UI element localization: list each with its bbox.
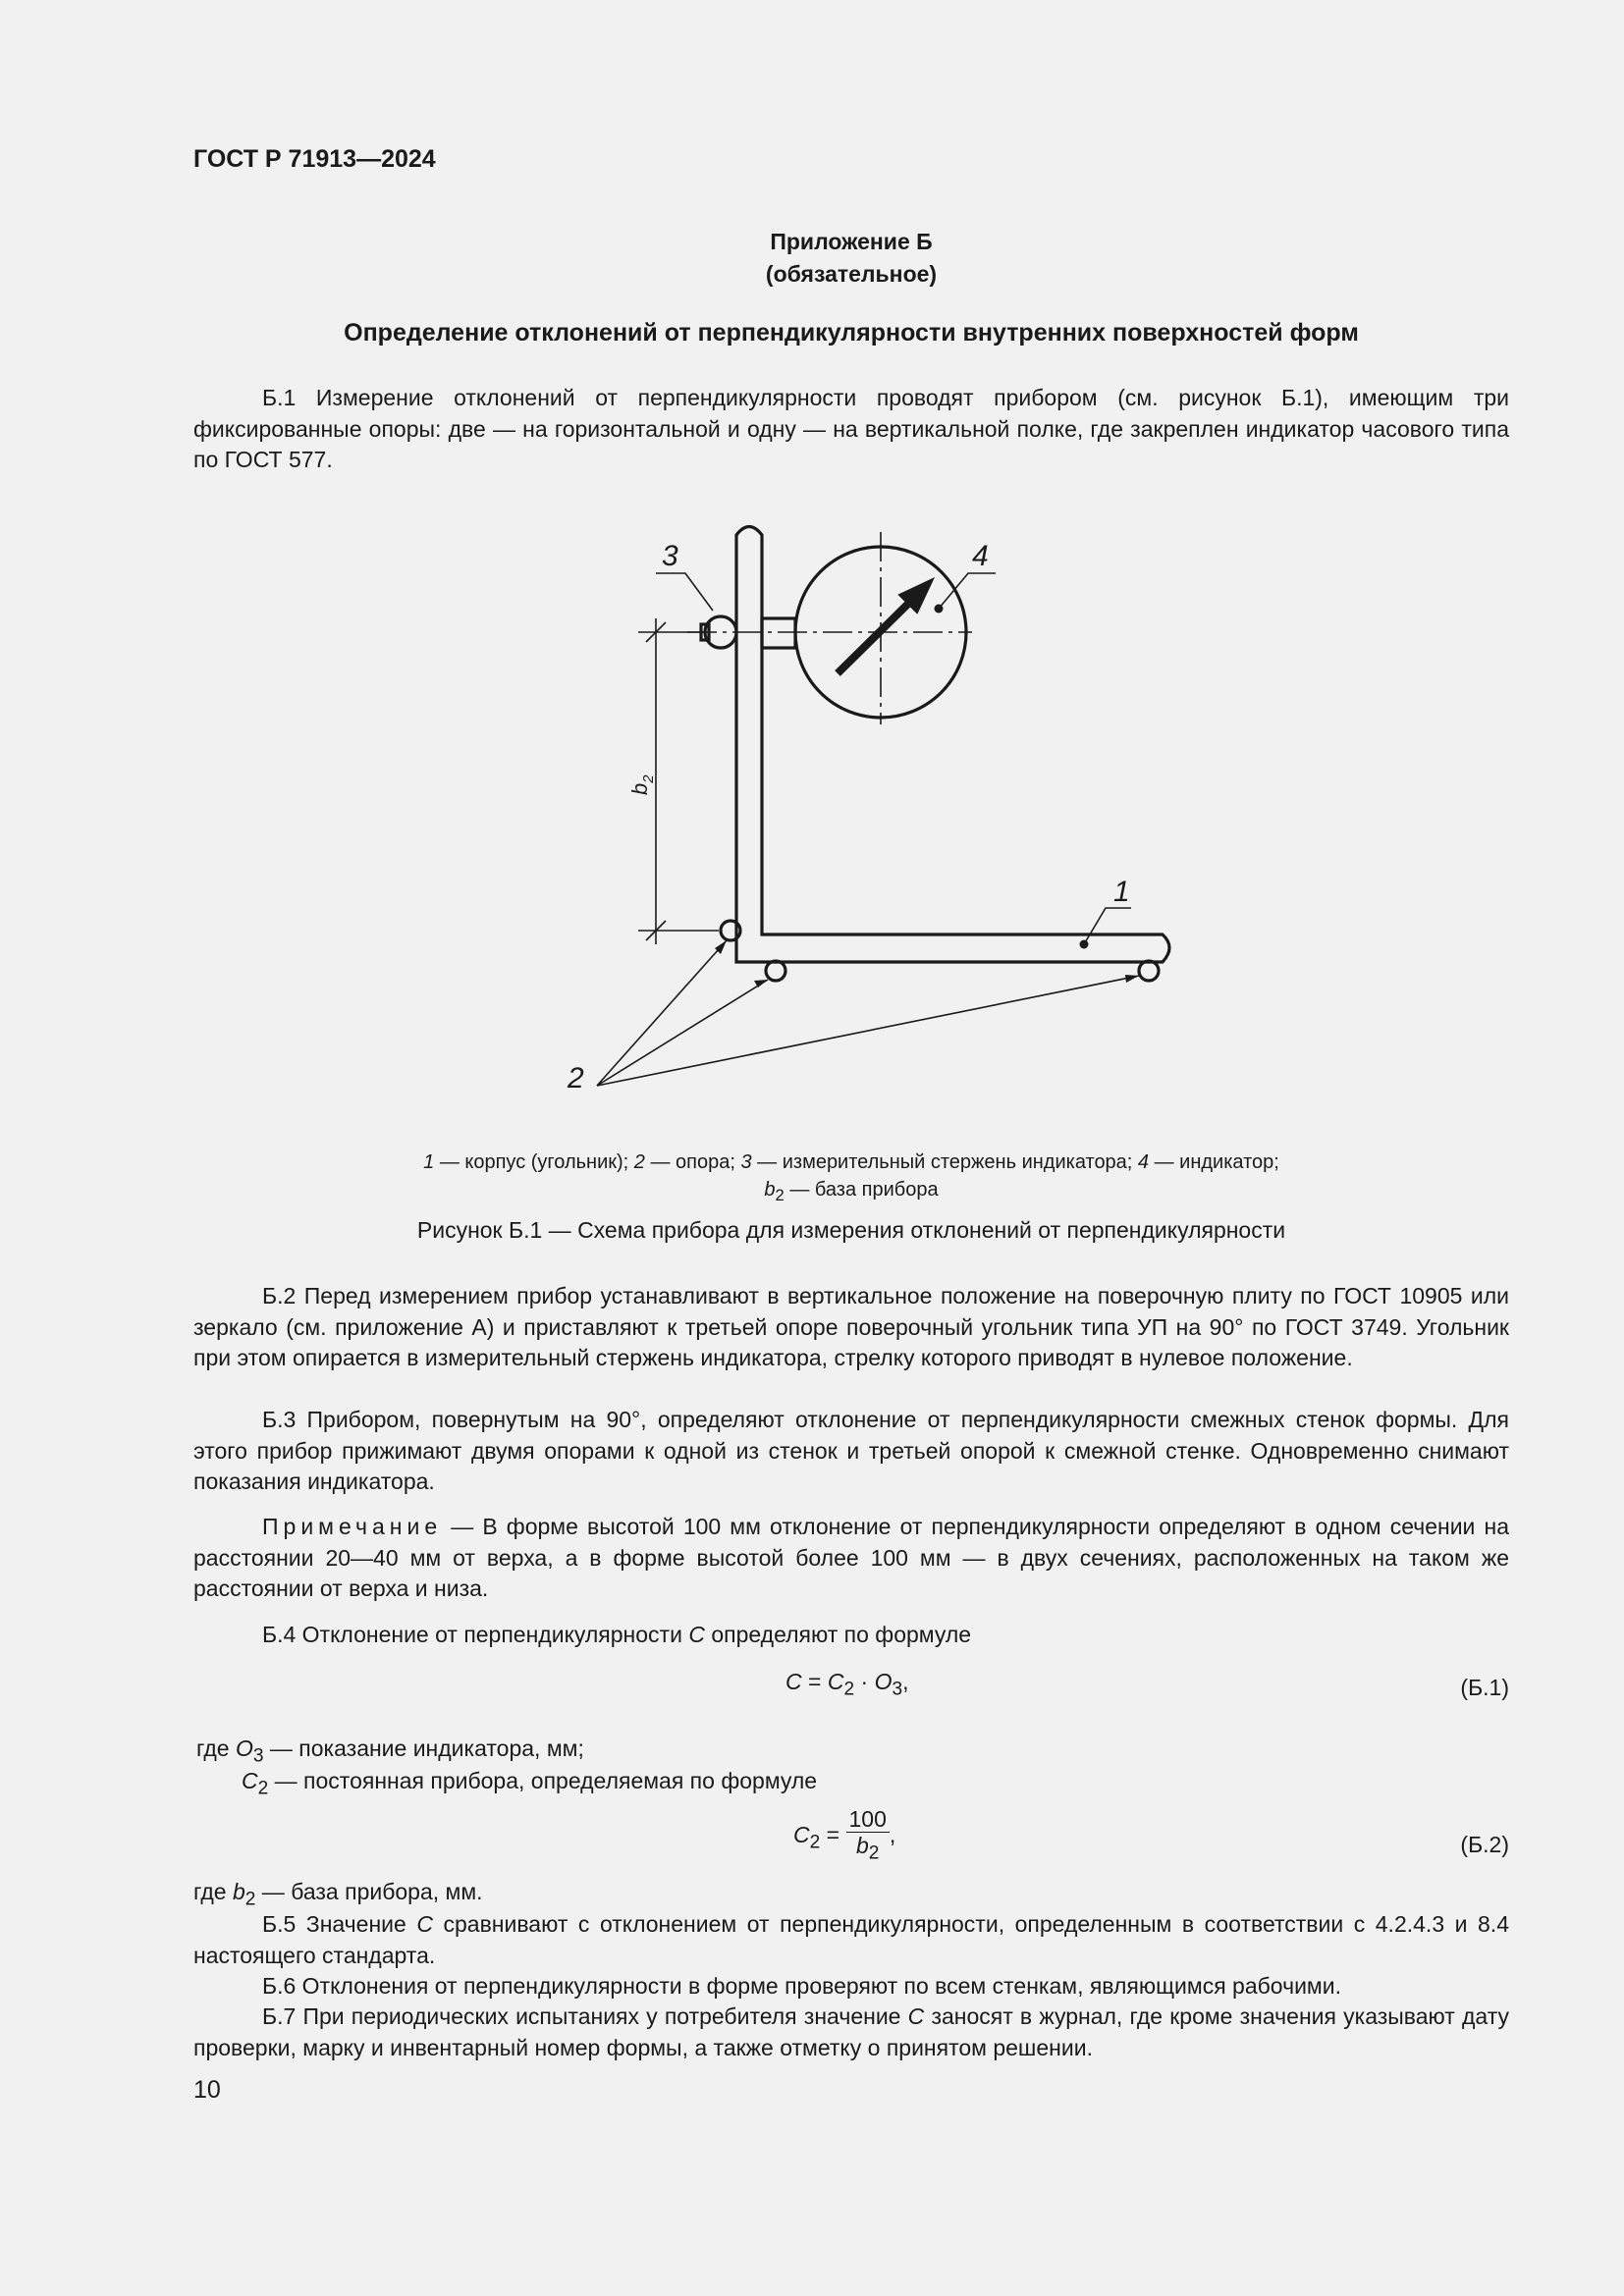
paragraph-b7: Б.7 При периодических испытаниях у потребителя значение C заносят в журнал, где кроме значения указывают дату проверки, марку и инвентарный номер формы, а также отметку о принятом решении.: [193, 2003, 1510, 2060]
formula-b2: $C_2$ = $\frac{100}{b_2}$ ,: [793, 1806, 896, 1864]
label-4: 4: [972, 540, 989, 572]
equation-number-b2: (Б.2): [1460, 1832, 1509, 1857]
standard-header: ГОСТ Р 71913—2024: [193, 145, 436, 173]
where-b2: где $b_2$ — база прибора, мм.: [193, 1879, 483, 1910]
label-3: 3: [662, 540, 678, 572]
device-diagram: [550, 510, 1198, 1099]
indicator-pointer: [838, 599, 913, 673]
indicator-mount: [762, 618, 795, 648]
where-c2: $C_2$ — постоянная прибора, определяемая по формуле: [242, 1768, 818, 1799]
formula-b1: $C = C_2 \cdot O_3$,: [785, 1669, 909, 1700]
appendix-status: (обязательное): [765, 261, 938, 287]
paragraph-b5: Б.5 Значение C сравнивают с отклонением от перпендикулярности, определенным в соответствии с 4.2.4.3 и 8.4 настоящего стандарта.: [193, 1911, 1509, 1968]
label-2: 2: [568, 1062, 584, 1095]
equation-number-b1: (Б.1): [1460, 1675, 1509, 1700]
paragraph-b4: Б.4 Отклонение от перпендикулярности C определяют по формуле: [262, 1622, 972, 1647]
note: Примечание — В форме высотой 100 мм отклонение от перпендикулярности определяют в одном сечении на расстоянии 20—40 мм от верха, а в форме высотой более 100 мм — в двух сечениях, расположенных на таком же расстоянии от верха и низа.: [193, 1514, 1509, 1601]
support-bottom-2: [1139, 961, 1159, 981]
paragraph-b2: Б.2 Перед измерением прибор устанавливают в вертикальное положение на поверочную плиту по ГОСТ 10905 или зеркало (см. приложение А) и приставляют к третьей опоре поверочный угольник типа УП на 90° по ГОСТ 3749. Угольник при этом опирается в измерительный стержень индикатора, стрелку которого приводят в нулевое положение.: [193, 1283, 1509, 1370]
label-1: 1: [1113, 876, 1130, 908]
figure-caption: Рисунок Б.1 — Схема прибора для измерения отклонений от перпендикулярности: [416, 1217, 1286, 1243]
paragraph-b6: Б.6 Отклонения от перпендикулярности в форме проверяют по всем стенкам, являющимся рабочими.: [262, 1973, 1341, 1999]
page-number: 10: [193, 2076, 221, 2104]
note-label: Примечание: [262, 1514, 443, 1539]
paragraph-b3: Б.3 Прибором, повернутым на 90°, определяют отклонение от перпендикулярности смежных стенок формы. Для этого прибор прижимают двумя опорами к одной из стенок и третьей опорой к смежной стенке. Одновременно снимают показания индикатора.: [193, 1407, 1509, 1494]
dimension-label: $b_2$: [627, 774, 657, 795]
where-o3: где $O_3$ — показание индикатора, мм;: [196, 1735, 584, 1767]
section-title: Определение отклонений от перпендикулярности внутренних поверхностей форм: [344, 319, 1359, 347]
paragraph-b1: Б.1 Измерение отклонений от перпендикулярности проводят прибором (см. рисунок Б.1), имеющим три фиксированные опоры: две — на горизонтальной и одну — на вертикальной полке, где закреплен индикатор часового типа по ГОСТ 577.: [193, 385, 1509, 472]
figure-legend: 1 — корпус (угольник); 2 — опора; 3 — измерительный стержень индикатора; 4 — индикатор; $b_2$ — база прибора: [423, 1151, 1279, 1204]
appendix-name: Приложение Б: [770, 229, 933, 254]
appendix-heading: [193, 226, 1509, 291]
support-bottom-1: [766, 961, 785, 981]
